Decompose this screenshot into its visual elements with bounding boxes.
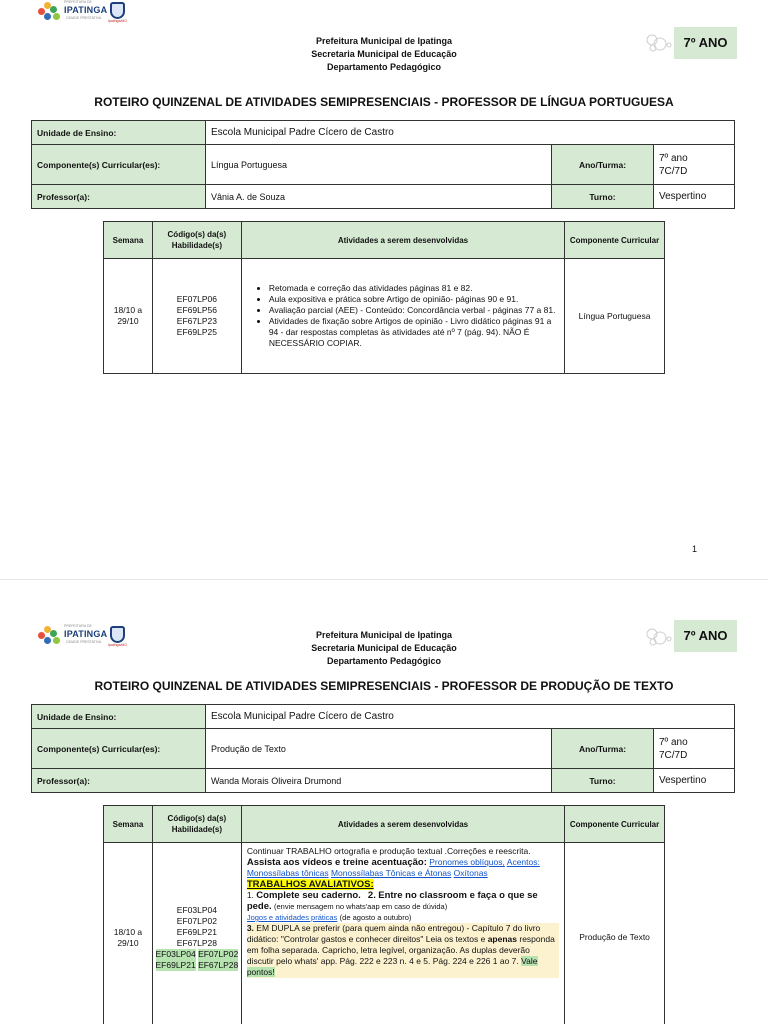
professor-label: Professor(a): bbox=[32, 185, 206, 209]
crest-icon bbox=[110, 2, 125, 19]
semana-line-2: 29/10 bbox=[117, 316, 139, 326]
activities-table bbox=[103, 805, 665, 1024]
item-2-text: Entre no classroom e faça o que se pede. bbox=[246, 890, 538, 912]
header-line-3: Departamento Pedagógico bbox=[326, 656, 442, 666]
header-componente: Componente Curricular bbox=[565, 806, 665, 843]
unidade-label: Unidade de Ensino: bbox=[32, 121, 206, 145]
header-atividades: Atividades a serem desenvolvidas bbox=[241, 222, 564, 259]
code-item: EF69LP56 bbox=[176, 305, 217, 315]
codigos-cell bbox=[152, 843, 241, 1024]
componente-label: Componente(s) Curricular(es): bbox=[32, 145, 206, 185]
videos-label: Assista aos vídeos e treine acentuação: bbox=[246, 857, 427, 868]
page-separator bbox=[0, 579, 768, 580]
jogos-line bbox=[247, 912, 559, 923]
swirl-icon bbox=[644, 626, 674, 648]
header-institution bbox=[250, 35, 518, 74]
turno-label: Turno: bbox=[552, 185, 654, 209]
item-3-highlight: Vale pontos! bbox=[246, 956, 538, 977]
atividades-content bbox=[247, 846, 559, 1024]
page-title: ROTEIRO QUINZENAL DE ATIVIDADES SEMIPRESENCIAIS - PROFESSOR DE PRODUÇÃO DE TEXTO bbox=[94, 679, 674, 693]
turno-value: Vespertino bbox=[654, 769, 735, 793]
swirl-icon bbox=[644, 32, 674, 54]
item-3-text-a: EM DUPLA se preferir (para quem ainda não entregou) - Capítulo 7 do livro didático: "Controlar gastos e conhecer direitos" Leia os textos e bbox=[246, 923, 541, 944]
atividades-cell bbox=[241, 843, 564, 1024]
code-item: EF69LP25 bbox=[176, 327, 217, 337]
activity-item: • Atividades de fixação sobre Artigos de opinião - Livro didático páginas 91 a 94 - dar respostas completas às atividades até nº 7 (pág. 94). NÃO É NECESSÁRIO COPIAR. bbox=[269, 316, 559, 349]
table-row bbox=[104, 259, 665, 374]
ano-value-line-2: 7C/7D bbox=[659, 749, 688, 761]
logo-text: IPATINGA bbox=[64, 5, 108, 15]
header-atividades: Atividades a serem desenvolvidas bbox=[241, 806, 564, 843]
activity-item: • Avaliação parcial (AEE) - Conteúdo: Concordância verbal - páginas 77 a 81. bbox=[269, 305, 559, 316]
logo-text: IPATINGA bbox=[64, 629, 108, 639]
unidade-value: Escola Municipal Padre Cícero de Castro bbox=[206, 121, 735, 145]
ano-label: Ano/Turma: bbox=[552, 145, 654, 185]
code-item: EF67LP23 bbox=[176, 316, 217, 326]
item-number: 2. bbox=[367, 890, 376, 901]
ano-value-line-1: 7º ano bbox=[659, 736, 688, 748]
link-pronomes[interactable]: Pronomes oblíquos, bbox=[429, 857, 505, 867]
componente-value: Produção de Texto bbox=[206, 729, 552, 769]
ano-value-line-2: 7C/7D bbox=[659, 165, 688, 177]
unidade-label: Unidade de Ensino: bbox=[32, 705, 206, 729]
table-row bbox=[104, 843, 665, 1024]
item-number: 1. bbox=[246, 890, 254, 900]
componente-value: Língua Portuguesa bbox=[206, 145, 552, 185]
header-line-1: Prefeitura Municipal de Ipatinga bbox=[315, 36, 453, 46]
activity-intro: Continuar TRABALHO ortografia e produção textual .Correções e reescrita. bbox=[246, 846, 531, 856]
ipatinga-logo bbox=[38, 0, 130, 24]
code-item: EF07LP02 bbox=[176, 915, 217, 926]
videos-line bbox=[247, 857, 559, 879]
semana-line-2: 29/10 bbox=[117, 937, 139, 948]
crest-icon bbox=[110, 626, 125, 643]
link-monossilabas[interactable]: Monossílabas Tônicas e Átonas bbox=[330, 868, 452, 878]
ano-value-line-1: 7º ano bbox=[659, 152, 688, 164]
items-1-2 bbox=[247, 890, 559, 912]
trabalhos-label: TRABALHOS AVALIATIVOS: bbox=[246, 879, 374, 890]
header-line-2: Secretaria Municipal de Educação bbox=[311, 49, 457, 59]
grade-badge: 7º ANO bbox=[674, 27, 737, 59]
activity-item: • Aula expositiva e prática sobre Artigo de opinião- páginas 90 e 91. bbox=[269, 294, 559, 305]
item-2-note: (envie mensagem no whats'aap em caso de dúvida) bbox=[274, 902, 448, 911]
semana-cell bbox=[104, 259, 153, 374]
code-item: EF69LP21 bbox=[155, 959, 196, 970]
crest-subtext: Ipatinga/MG bbox=[108, 643, 128, 647]
atividades-cell bbox=[241, 259, 564, 374]
ipatinga-logo bbox=[38, 624, 130, 648]
grade-badge: 7º ANO bbox=[674, 620, 737, 652]
header-line-2: Secretaria Municipal de Educação bbox=[311, 643, 457, 653]
turno-value: Vespertino bbox=[654, 185, 735, 209]
ano-label: Ano/Turma: bbox=[552, 729, 654, 769]
logo-subtext: CIDADE PRESTATIVA bbox=[66, 16, 102, 20]
professor-value: Wanda Morais Oliveira Drumond bbox=[206, 769, 552, 793]
code-item: EF67LP28 bbox=[198, 959, 239, 970]
item-3-text-b: responda em folha separada. Capricho, letra legível, organização. As duplas deverão discutir pelo whats' app. Pág. 222 e 223 n. 4 e 5. Pág. 224 e 226 1 ao 7. bbox=[246, 934, 555, 966]
codigos-cell bbox=[152, 259, 241, 374]
page-number: 1 bbox=[692, 544, 698, 554]
item-1-text: Complete seu caderno. bbox=[256, 890, 361, 901]
logo-small-text: PREFEITURA DE bbox=[64, 624, 92, 628]
logo-dots-icon bbox=[38, 2, 62, 22]
page-title: ROTEIRO QUINZENAL DE ATIVIDADES SEMIPRESENCIAIS - PROFESSOR DE LÍNGUA PORTUGUESA bbox=[94, 95, 674, 109]
link-oxitonas[interactable]: Oxítonas bbox=[453, 868, 488, 878]
turno-label: Turno: bbox=[552, 769, 654, 793]
activities-table bbox=[103, 221, 665, 374]
code-item: EF03LP04 bbox=[176, 904, 217, 915]
header-line-3: Departamento Pedagógico bbox=[326, 62, 442, 72]
unidade-value: Escola Municipal Padre Cícero de Castro bbox=[206, 705, 735, 729]
header-componente: Componente Curricular bbox=[565, 222, 665, 259]
jogos-note: (de agosto a outubro) bbox=[339, 913, 412, 922]
header-semana: Semana bbox=[104, 222, 153, 259]
link-acentos[interactable]: Acentos: Monossílabas tônicas bbox=[246, 857, 540, 878]
logo-dots-icon bbox=[38, 626, 62, 646]
crest-subtext: Ipatinga/MG bbox=[108, 19, 128, 23]
link-jogos[interactable]: Jogos e atividades práticas bbox=[246, 913, 338, 922]
item-3-bold: apenas bbox=[487, 934, 517, 944]
header-semana: Semana bbox=[104, 806, 153, 843]
header-codigos: Código(s) da(s) Habilidade(s) bbox=[152, 222, 241, 259]
ano-value bbox=[654, 145, 735, 185]
ano-value bbox=[654, 729, 735, 769]
header-codigos: Código(s) da(s) Habilidade(s) bbox=[152, 806, 241, 843]
code-item: EF07LP02 bbox=[198, 948, 239, 959]
item-3 bbox=[247, 923, 559, 978]
semana-line-1: 18/10 a bbox=[113, 305, 143, 315]
logo-small-text: PREFEITURA DE bbox=[64, 0, 92, 4]
professor-label: Professor(a): bbox=[32, 769, 206, 793]
code-item: EF67LP28 bbox=[176, 937, 217, 948]
header-line-1: Prefeitura Municipal de Ipatinga bbox=[315, 630, 453, 640]
semana-cell bbox=[104, 843, 153, 1024]
code-item: EF69LP21 bbox=[176, 926, 217, 937]
activity-item: • Retomada e correção das atividades páginas 81 e 82. bbox=[269, 283, 559, 294]
componente-cell: Produção de Texto bbox=[565, 843, 665, 1024]
professor-value: Vânia A. de Souza bbox=[206, 185, 552, 209]
header-institution bbox=[250, 629, 518, 668]
info-table bbox=[31, 704, 735, 793]
semana-line-1: 18/10 a bbox=[113, 926, 143, 937]
item-number: 3. bbox=[246, 923, 254, 933]
code-item: EF07LP06 bbox=[176, 294, 217, 304]
activity-list bbox=[247, 283, 559, 349]
info-table bbox=[31, 120, 735, 209]
logo-subtext: CIDADE PRESTATIVA bbox=[66, 640, 102, 644]
componente-cell: Língua Portuguesa bbox=[565, 259, 665, 374]
componente-label: Componente(s) Curricular(es): bbox=[32, 729, 206, 769]
code-item: EF03LP04 bbox=[155, 948, 196, 959]
